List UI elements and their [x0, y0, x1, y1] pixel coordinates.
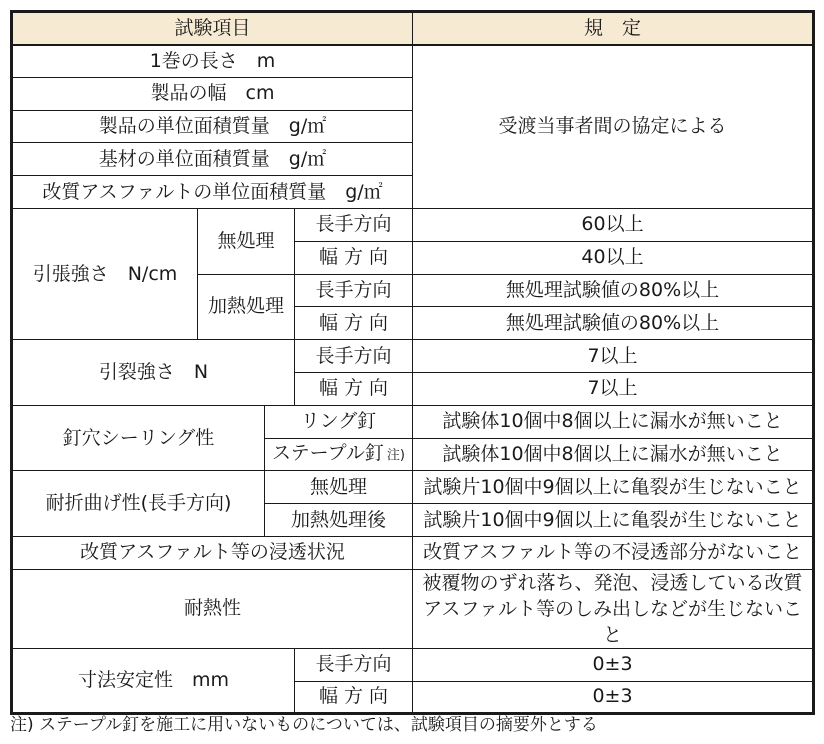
heat-resistance-label: 耐熱性	[12, 569, 413, 648]
row-roll-length: 1巻の長さ m	[12, 45, 413, 78]
staple-nail-text: ステープル釘	[272, 441, 384, 464]
ring-nail-requirement: 試験体10個中8個以上に漏水が無いこと	[413, 405, 814, 438]
direction-longitudinal: 長手方向	[295, 340, 413, 373]
table-row	[12, 471, 814, 504]
header-test-item: 試験項目	[12, 12, 413, 45]
table-row	[12, 569, 814, 648]
tear-strength-label: 引裂強さ N	[12, 340, 295, 406]
direction-longitudinal: 長手方向	[295, 648, 413, 681]
direction-longitudinal: 長手方向	[295, 274, 413, 307]
tensile-untreated-long-value: 60以上	[413, 208, 814, 241]
fold-resistance-label: 耐折曲げ性(長手方向)	[12, 471, 265, 537]
nail-seal-label: 釘穴シーリング性	[12, 405, 265, 471]
fold-heated-label: 加熱処理後	[265, 504, 413, 537]
fold-heated-requirement: 試験片10個中9個以上に亀裂が生じないこと	[413, 504, 814, 537]
table-row	[12, 208, 814, 241]
ring-nail-label: リング釘	[265, 405, 413, 438]
dimensional-stability-label: 寸法安定性 mm	[12, 648, 295, 714]
dim-long-value: 0±3	[413, 648, 814, 681]
penetration-requirement: 改質アスファルト等の不浸透部分がないこと	[413, 536, 814, 569]
agreement-cell: 受渡当事者間の協定による	[413, 45, 814, 209]
staple-nail-requirement: 試験体10個中8個以上に漏水が無いこと	[413, 438, 814, 471]
specification-table	[10, 10, 815, 715]
direction-transverse: 幅 方 向	[295, 307, 413, 340]
fold-untreated-requirement: 試験片10個中9個以上に亀裂が生じないこと	[413, 471, 814, 504]
heat-req-line1: 被覆物のずれ落ち、発泡、浸透している改質	[422, 571, 803, 594]
row-product-mass: 製品の単位面積質量 g/㎡	[12, 110, 413, 143]
direction-longitudinal: 長手方向	[295, 208, 413, 241]
tear-long-value: 7以上	[413, 340, 814, 373]
row-width: 製品の幅 cm	[12, 77, 413, 110]
table-row	[12, 340, 814, 373]
table-header-row	[12, 12, 814, 45]
staple-note-marker: 注)	[386, 447, 405, 463]
heat-resistance-requirement	[413, 569, 814, 648]
table-row	[12, 45, 814, 78]
tensile-untreated-trans-value: 40以上	[413, 241, 814, 274]
heat-req-line2: アスファルト等のしみ出しなどが生じないこと	[423, 597, 802, 646]
direction-transverse: 幅 方 向	[295, 241, 413, 274]
table-row	[12, 648, 814, 681]
tensile-strength-label: 引張強さ N/cm	[12, 208, 198, 339]
direction-transverse: 幅 方 向	[295, 681, 413, 714]
penetration-label: 改質アスファルト等の浸透状況	[12, 536, 413, 569]
tensile-heated-trans-value: 無処理試験値の80%以上	[413, 307, 814, 340]
tear-trans-value: 7以上	[413, 372, 814, 405]
row-asphalt-mass: 改質アスファルトの単位面積質量 g/㎡	[12, 176, 413, 209]
header-specification: 規 定	[413, 12, 814, 45]
fold-untreated-label: 無処理	[265, 471, 413, 504]
dim-trans-value: 0±3	[413, 681, 814, 714]
tensile-heated-label: 加熱処理	[198, 274, 295, 340]
footnote: 注) ステープル釘を施工に用いないものについては、試験項目の摘要外とする	[10, 715, 598, 735]
table-row	[12, 405, 814, 438]
tensile-heated-long-value: 無処理試験値の80%以上	[413, 274, 814, 307]
staple-nail-label	[265, 438, 413, 471]
table-row	[12, 536, 814, 569]
tensile-untreated-label: 無処理	[198, 208, 295, 274]
direction-transverse: 幅 方 向	[295, 372, 413, 405]
row-base-mass: 基材の単位面積質量 g/㎡	[12, 143, 413, 176]
